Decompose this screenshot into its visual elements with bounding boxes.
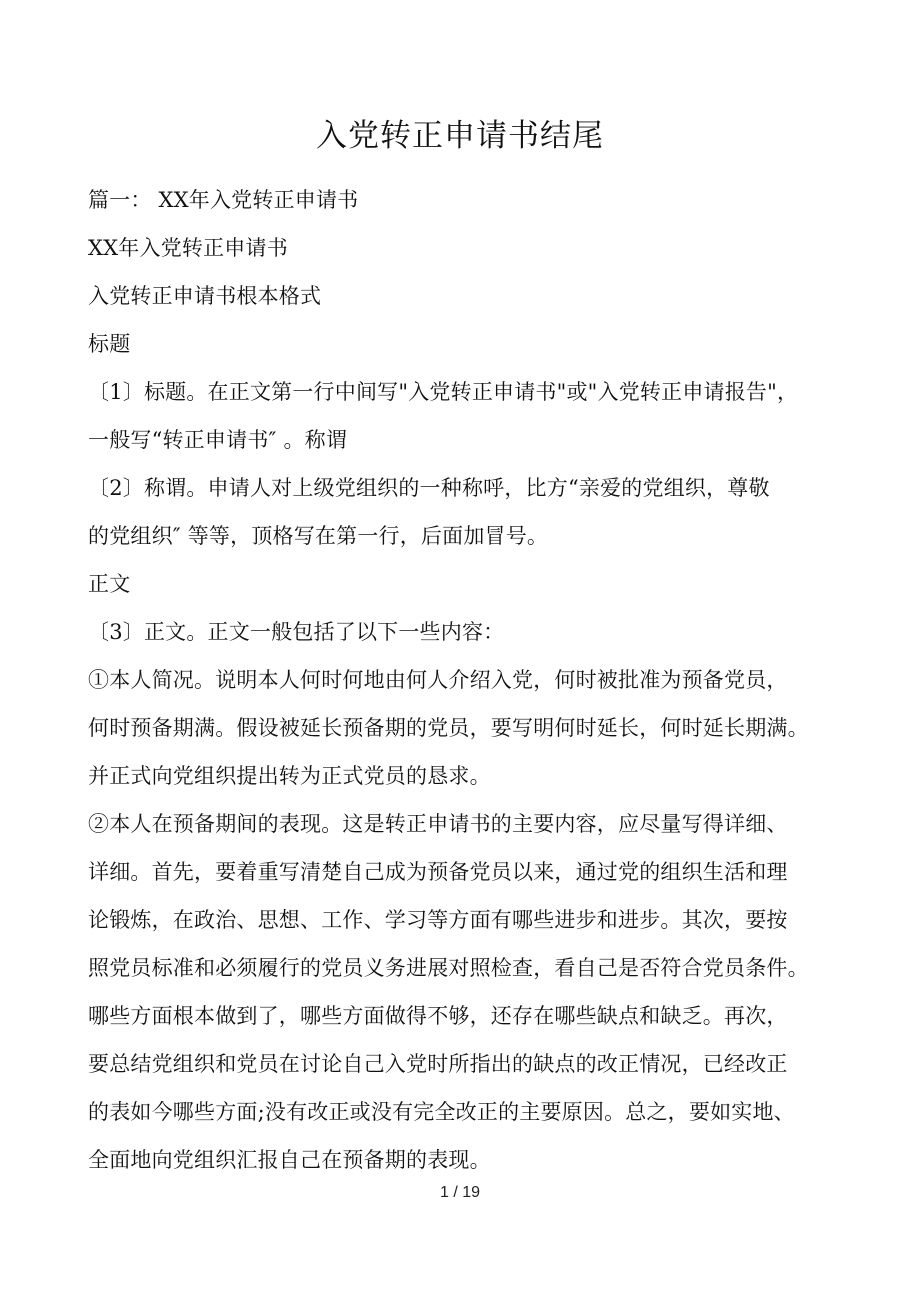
text-line: 论锻炼，在政治、思想、工作、学习等方面有哪些进步和进步。其次，要按 (88, 908, 788, 932)
text-line: 详细。首先，要着重写清楚自己成为预备党员以来，通过党的组织生活和理 (88, 860, 788, 884)
text-line: 的党组织″ 等等，顶格写在第一行，后面加冒号。 (88, 524, 549, 548)
text-line: XX年入党转正申请书 (88, 236, 288, 260)
text-line: 入党转正申请书根本格式 (88, 284, 322, 308)
text-line: ①本人简况。说明本人何时何地由何人介绍入党，何时被批准为预备党员， (88, 668, 788, 692)
text-line: 并正式向党组织提出转为正式党员的恳求。 (88, 764, 491, 788)
text-line: 〔1〕标题。在正文第一行中间写"入党转正申请书"或"入党转正申请报告"， (88, 380, 799, 404)
text-line: 何时预备期满。假设被延长预备期的党员，要写明何时延长，何时延长期满。 (88, 716, 809, 740)
text-line: 要总结党组织和党员在讨论自己入党时所指出的缺点的改正情况，已经改正 (88, 1052, 788, 1076)
text-line: 标题 (88, 332, 131, 356)
text-line: 一般写“转正申请书″ 。称谓 (88, 428, 348, 452)
text-line: 〔3〕正文。正文一般包括了以下一些内容： (88, 620, 505, 644)
text-line: 〔2〕称谓。申请人对上级党组织的一种称呼，比方“亲爱的党组织，尊敬 (88, 476, 770, 500)
page-number: 1 / 19 (439, 1184, 481, 1201)
text-line: ②本人在预备期间的表现。这是转正申请书的主要内容，应尽量写得详细、 (88, 812, 788, 836)
text-line: 照党员标准和必须履行的党员义务进展对照检查，看自己是否符合党员条件。 (88, 956, 809, 980)
document-title: 入党转正申请书结尾 (316, 118, 604, 154)
text-line: 的表如今哪些方面;没有改正或没有完全改正的主要原因。总之，要如实地、 (88, 1100, 795, 1124)
section-heading-1: 篇一： XX年入党转正申请书 (88, 188, 359, 212)
text-line: 哪些方面根本做到了，哪些方面做得不够，还存在哪些缺点和缺乏。再次， (88, 1004, 788, 1028)
text-line: 全面地向党组织汇报自己在预备期的表现。 (88, 1148, 491, 1172)
text-line: 正文 (88, 572, 131, 596)
